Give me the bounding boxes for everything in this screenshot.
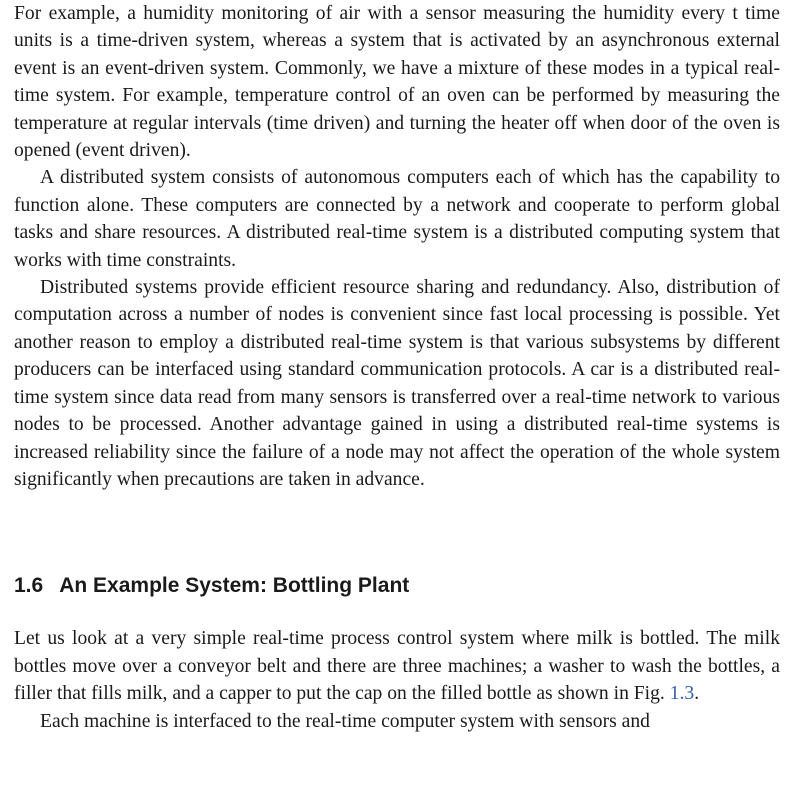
paragraph-time-event-driven: For example, a humidity monitoring of air with a sensor measuring the humidity every t time units is a time-driven system, whereas a system that is activated by an asynchronous external event is an event-driven system. Commonly, we have a mixture of these modes in a typical real-time system. For example, temperature control of an oven can be performed by measuring the temperature at regular intervals (time driven) and turning the heater off when door of the oven is opened (event driven).: [14, 3, 780, 162]
figure-reference-link[interactable]: 1.3: [669, 683, 695, 705]
heading-spacer: [14, 600, 780, 625]
paragraph-distributed-system-definition: A distributed system consists of autonomous computers each of which has the capability to function alone. These computers are connected by a network and cooperate to perform global tasks and share resources. A distributed real-time system is a distributed computing system that works with time constraints.: [14, 167, 780, 271]
document-page: [14, 0, 780, 735]
section-spacer: [14, 493, 780, 572]
paragraph-bottling-plant-intro: [14, 625, 780, 707]
paragraph-distributed-system-advantages: Distributed systems provide efficient resource sharing and redundancy. Also, distribution of computation across a number of nodes is convenient since fast local processing is possible. Yet another reason to employ a distributed real-time system is that various subsystems by different producers can be interfaced using standard communication protocols. A car is a distributed real-time system since data read from many sensors is transferred over a real-time network to various nodes to be processed. Another advantage gained in using a distributed real-time systems is increased reliability since the failure of a node may not affect the operation of the whole system significantly when precautions are taken in advance.: [14, 277, 780, 490]
paragraph-machine-interfacing: Each machine is interfaced to the real-time computer system with sensors and: [40, 710, 650, 732]
paragraph-bottling-text: Let us look at a very simple real-time process control system where milk is bottled. The milk bottles move over a conveyor belt and there are three machines; a washer to wash the bottles, a filler that fills milk, and a capper to put the cap on the filled bottle as shown in Fig.: [14, 628, 780, 705]
section-heading: [14, 572, 780, 600]
section-number: 1.6: [14, 574, 44, 598]
section-title: An Example System: Bottling Plant: [59, 574, 410, 598]
paragraph-bottling-end: .: [694, 683, 700, 705]
